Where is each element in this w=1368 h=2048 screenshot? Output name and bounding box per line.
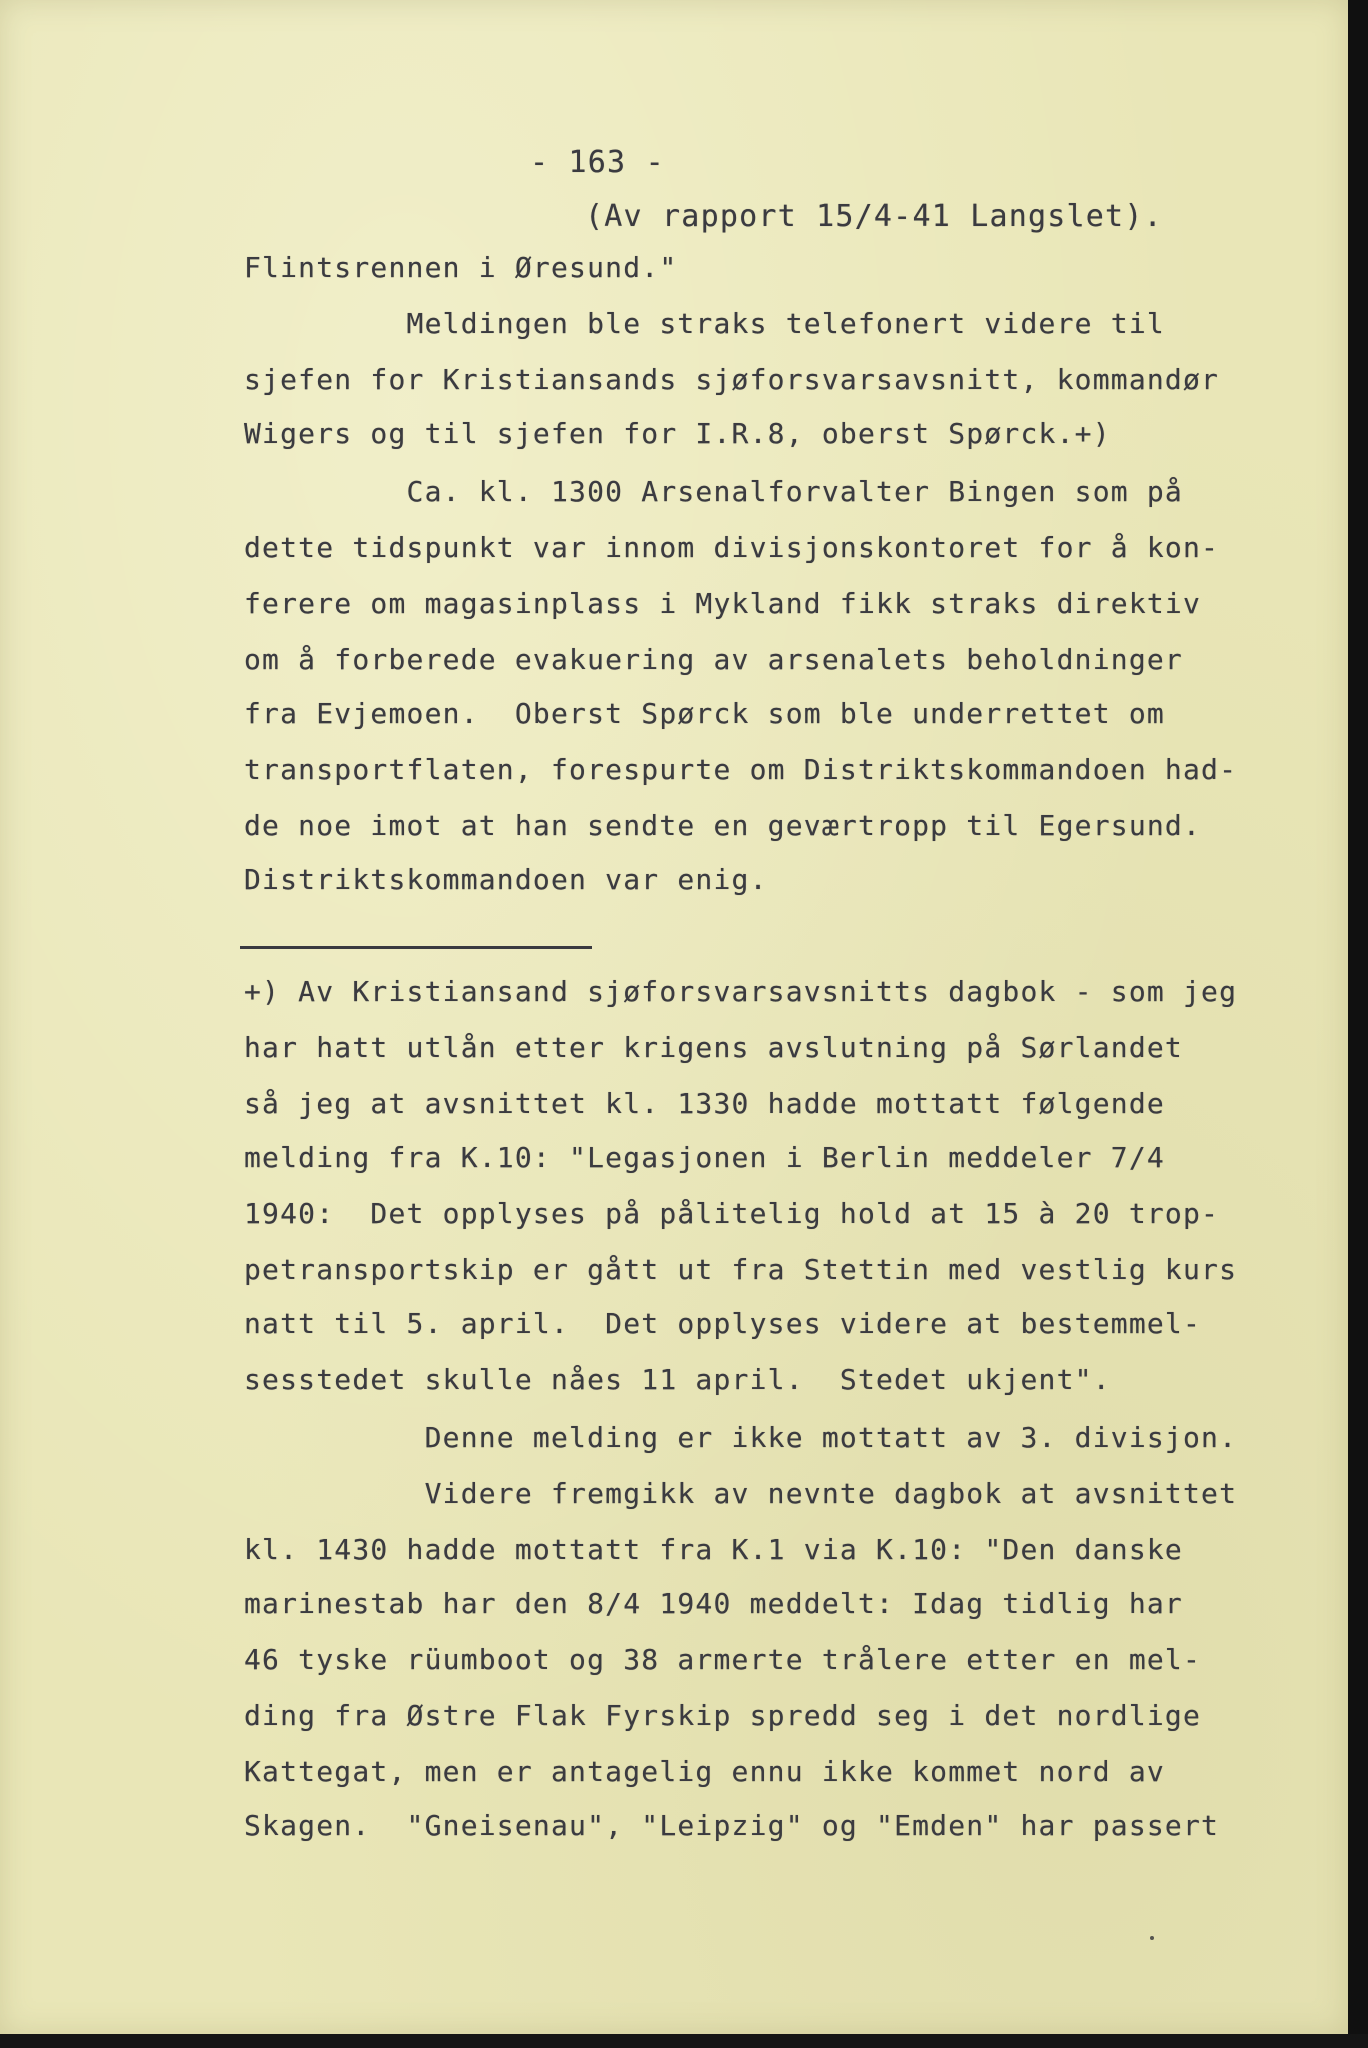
scan-border-bottom [0,2034,1368,2048]
body-line: Flintsrennen i Øresund." [244,251,678,284]
body-line: Ca. kl. 1300 Arsenalforvalter Bingen som på [244,475,1183,508]
footnote-line: har hatt utlån etter krigens avslutning på Sørlandet [244,1031,1183,1064]
footnote-line: marinestab har den 8/4 1940 meddelt: Idag tidlig har [244,1587,1183,1620]
footnote-line: Videre fremgikk av nevnte dagbok at avsnittet [244,1477,1238,1510]
footnote-line: kl. 1430 hadde mottatt fra K.1 via K.10: "Den danske [244,1533,1183,1566]
footnote-line: sesstedet skulle nåes 11 april. Stedet ukjent". [244,1363,1111,1396]
footnote-line: ding fra Østre Flak Fyrskip spredd seg i det nordlige [244,1699,1202,1732]
body-line: Meldingen ble straks telefonert videre til [244,307,1165,340]
source-note: (Av rapport 15/4-41 Langslet). [585,199,1163,234]
footnote-line: 1940: Det opplyses på pålitelig hold at 15 à 20 trop- [244,1197,1220,1230]
footnote-separator [240,946,592,949]
body-line: ferere om magasinplass i Mykland fikk straks direktiv [244,587,1202,620]
body-line: om å forberede evakuering av arsenalets beholdninger [244,643,1183,676]
footnote-line: petransportskip er gått ut fra Stettin med vestlig kurs [244,1253,1238,1286]
footnote-line: melding fra K.10: "Legasjonen i Berlin meddeler 7/4 [244,1141,1165,1174]
ink-speck [1150,1936,1154,1940]
footnote-line: natt til 5. april. Det opplyses videre at bestemmel- [244,1307,1202,1340]
footnote-line: Skagen. "Gneisenau", "Leipzig" og "Emden" har passert [244,1809,1220,1842]
body-line: dette tidspunkt var innom divisjonskontoret for å kon- [244,531,1220,564]
footnote-line: Denne melding er ikke mottatt av 3. divisjon. [244,1421,1238,1454]
footnote-line: 46 tyske rüumboot og 38 armerte trålere etter en mel- [244,1643,1202,1676]
page-number: - 163 - [530,145,665,180]
footnote-line: +) Av Kristiansand sjøforsvarsavsnitts dagbok - som jeg [244,975,1238,1008]
body-line: Wigers og til sjefen for I.R.8, oberst Spørck.+) [244,417,1111,450]
body-line: fra Evjemoen. Oberst Spørck som ble underrettet om [244,697,1165,730]
body-line: sjefen for Kristiansands sjøforsvarsavsnitt, kommandør [244,363,1220,396]
footnote-line: så jeg at avsnittet kl. 1330 hadde mottatt følgende [244,1087,1165,1120]
body-line: Distriktskommandoen var enig. [244,863,768,896]
footnote-line: Kattegat, men er antagelig ennu ikke kommet nord av [244,1755,1165,1788]
scan-border-right [1348,0,1368,2048]
body-line: transportflaten, forespurte om Distriktskommandoen had- [244,753,1238,786]
body-line: de noe imot at han sendte en geværtropp til Egersund. [244,809,1202,842]
